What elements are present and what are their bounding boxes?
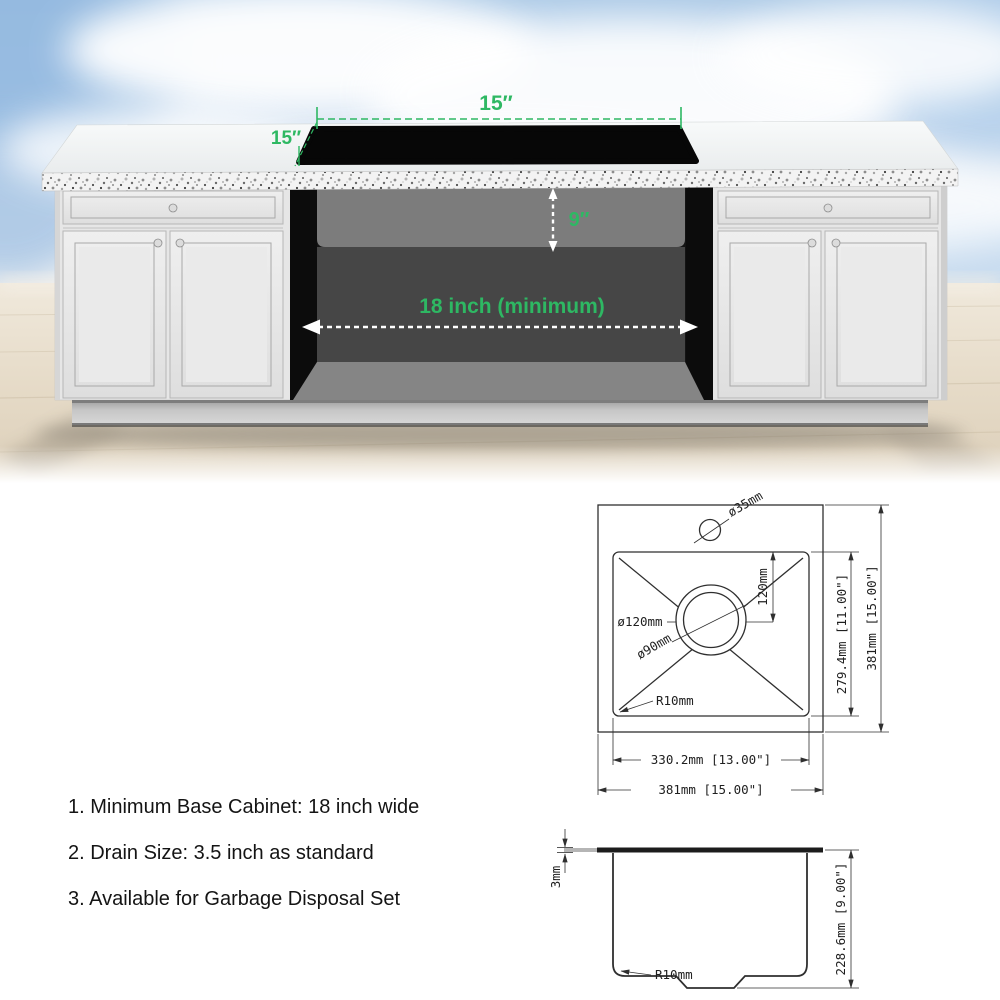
corner-radius-label: R10mm (656, 693, 694, 708)
left-door-1 (63, 231, 166, 398)
knob (176, 239, 184, 247)
bowl-width-label: 330.2mm [13.00"] (650, 752, 772, 767)
sink-cutout (299, 128, 696, 162)
knob (832, 239, 840, 247)
knob (824, 204, 832, 212)
knob (169, 204, 177, 212)
right-cabinet (718, 191, 938, 398)
depth-label: 228.6mm [9.00"] (833, 862, 848, 976)
overall-width-label: 381mm [15.00"] (658, 782, 764, 797)
cabinet-interior-floor (293, 362, 704, 400)
left-door-2 (170, 231, 283, 398)
note-item: 1. Minimum Base Cabinet: 18 inch wide (68, 796, 420, 818)
bowl-length-label: 279.4mm [11.00"] (834, 573, 849, 695)
side-corner-radius-label: R10mm (655, 967, 693, 982)
left-drawer (63, 191, 283, 224)
note-item: 3. Available for Garbage Disposal Set (68, 888, 401, 910)
toe-kick (72, 400, 928, 427)
drain-inner-circle (684, 593, 739, 648)
right-door-2 (825, 231, 938, 398)
note-item: 2. Drain Size: 3.5 inch as standard (68, 842, 374, 864)
drain-outer-dia-label: ø120mm (617, 614, 663, 629)
bowl-depth-label: 9″ (568, 209, 590, 231)
sink-bowl-front (317, 186, 685, 247)
open-cabinet-section (290, 186, 713, 400)
right-door-1 (718, 231, 821, 398)
right-drawer (718, 191, 938, 224)
rim-thickness-label: 3mm (548, 865, 563, 889)
installation-scene (0, 0, 1000, 483)
sink-width-label: 15″ (479, 92, 513, 115)
bowl-profile (613, 853, 807, 988)
drain-inner-dia-label: ø90mm (633, 630, 674, 663)
left-cabinet (63, 191, 283, 398)
drain-offset-label: 120mm (755, 568, 770, 606)
overall-length-label: 381mm [15.00"] (864, 565, 879, 671)
knob (154, 239, 162, 247)
dimension-drawing (0, 483, 1000, 1000)
sink-side-view (548, 829, 859, 988)
faucet-hole-dia-label: ø35mm (725, 487, 766, 520)
sink-depth-label: 15″ (270, 128, 302, 149)
knob (808, 239, 816, 247)
sink-top-view (598, 488, 889, 797)
cabinet-width-label: 18 inch (minimum) (419, 295, 605, 318)
